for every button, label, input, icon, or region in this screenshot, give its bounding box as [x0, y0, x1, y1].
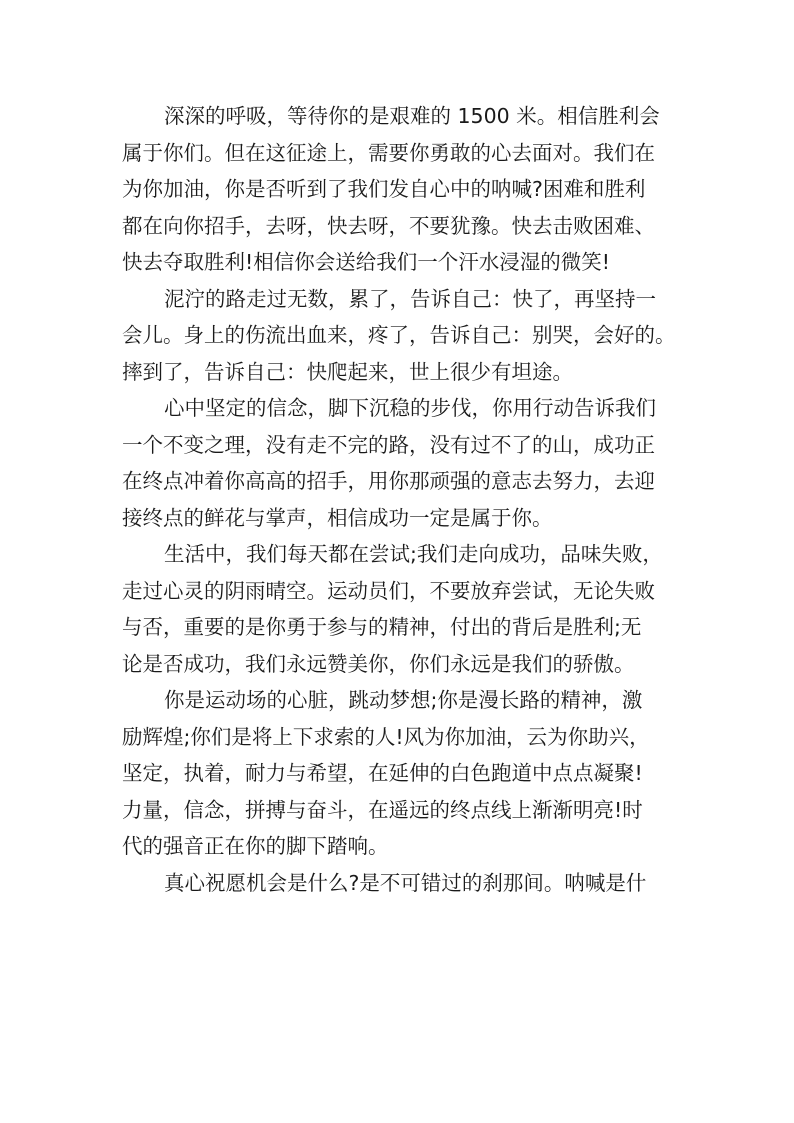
text-line: 接终点的鲜花与掌声，相信成功一定是属于你。: [122, 505, 553, 530]
text-line: 与否，重要的是你勇于参与的精神，付出的背后是胜利;无: [122, 615, 642, 639]
text-line: 生活中，我们每天都在尝试;我们走向成功，品味失败，: [164, 542, 663, 566]
paragraph: [122, 281, 680, 391]
text-line: 为你加油，你是否听到了我们发自心中的呐喊?困难和胜利: [122, 177, 646, 201]
text-line: 快去夺取胜利!相信你会送给我们一个汗水浸湿的微笑!: [122, 250, 610, 274]
text-line: 一个不变之理，没有走不完的路，没有过不了的山，成功正: [122, 432, 655, 457]
paragraph: [122, 865, 680, 902]
text-line: 坚定，执着，耐力与希望，在延伸的白色跑道中点点凝聚!: [122, 761, 643, 785]
paragraph: [122, 98, 680, 281]
text-line: 你是运动场的心脏，跳动梦想;你是漫长路的精神，激: [164, 688, 643, 712]
paragraph: [122, 390, 680, 536]
text-line: 泥泞的路走过无数，累了，告诉自己：快了，再坚持一: [164, 286, 656, 311]
text-line: 摔到了，告诉自己：快爬起来，世上很少有坦途。: [122, 359, 573, 384]
text-line: 属于你们。但在这征途上，需要你勇敢的心去面对。我们在: [122, 140, 655, 165]
paragraph: [122, 682, 680, 865]
text-line: 深深的呼吸，等待你的是艰难的 1500 米。相信胜利会: [164, 104, 660, 128]
document-body: [122, 98, 680, 901]
text-line: 励辉煌;你们是将上下求索的人!风为你加油，云为你助兴，: [122, 724, 650, 749]
text-line: 在终点冲着你高高的招手，用你那顽强的意志去努力，去迎: [122, 469, 655, 493]
text-line: 会儿。身上的伤流出血来，疼了，告诉自己：别哭，会好的。: [122, 323, 676, 347]
text-line: 论是否成功，我们永远赞美你，你们永远是我们的骄傲。: [122, 651, 635, 676]
paragraph: [122, 536, 680, 682]
text-line: 走过心灵的阴雨晴空。运动员们，不要放弃尝试，无论失败: [122, 578, 655, 603]
text-line: 都在向你招手，去呀，快去呀，不要犹豫。快去击败困难、: [122, 213, 655, 238]
text-line: 代的强音正在你的脚下踏响。: [122, 834, 389, 858]
text-line: 心中坚定的信念，脚下沉稳的步伐，你用行动告诉我们: [164, 396, 656, 420]
text-line: 真心祝愿机会是什么?是不可错过的刹那间。呐喊是什: [164, 870, 647, 895]
text-line: 力量，信念，拼搏与奋斗，在遥远的终点线上渐渐明亮!时: [122, 797, 643, 822]
